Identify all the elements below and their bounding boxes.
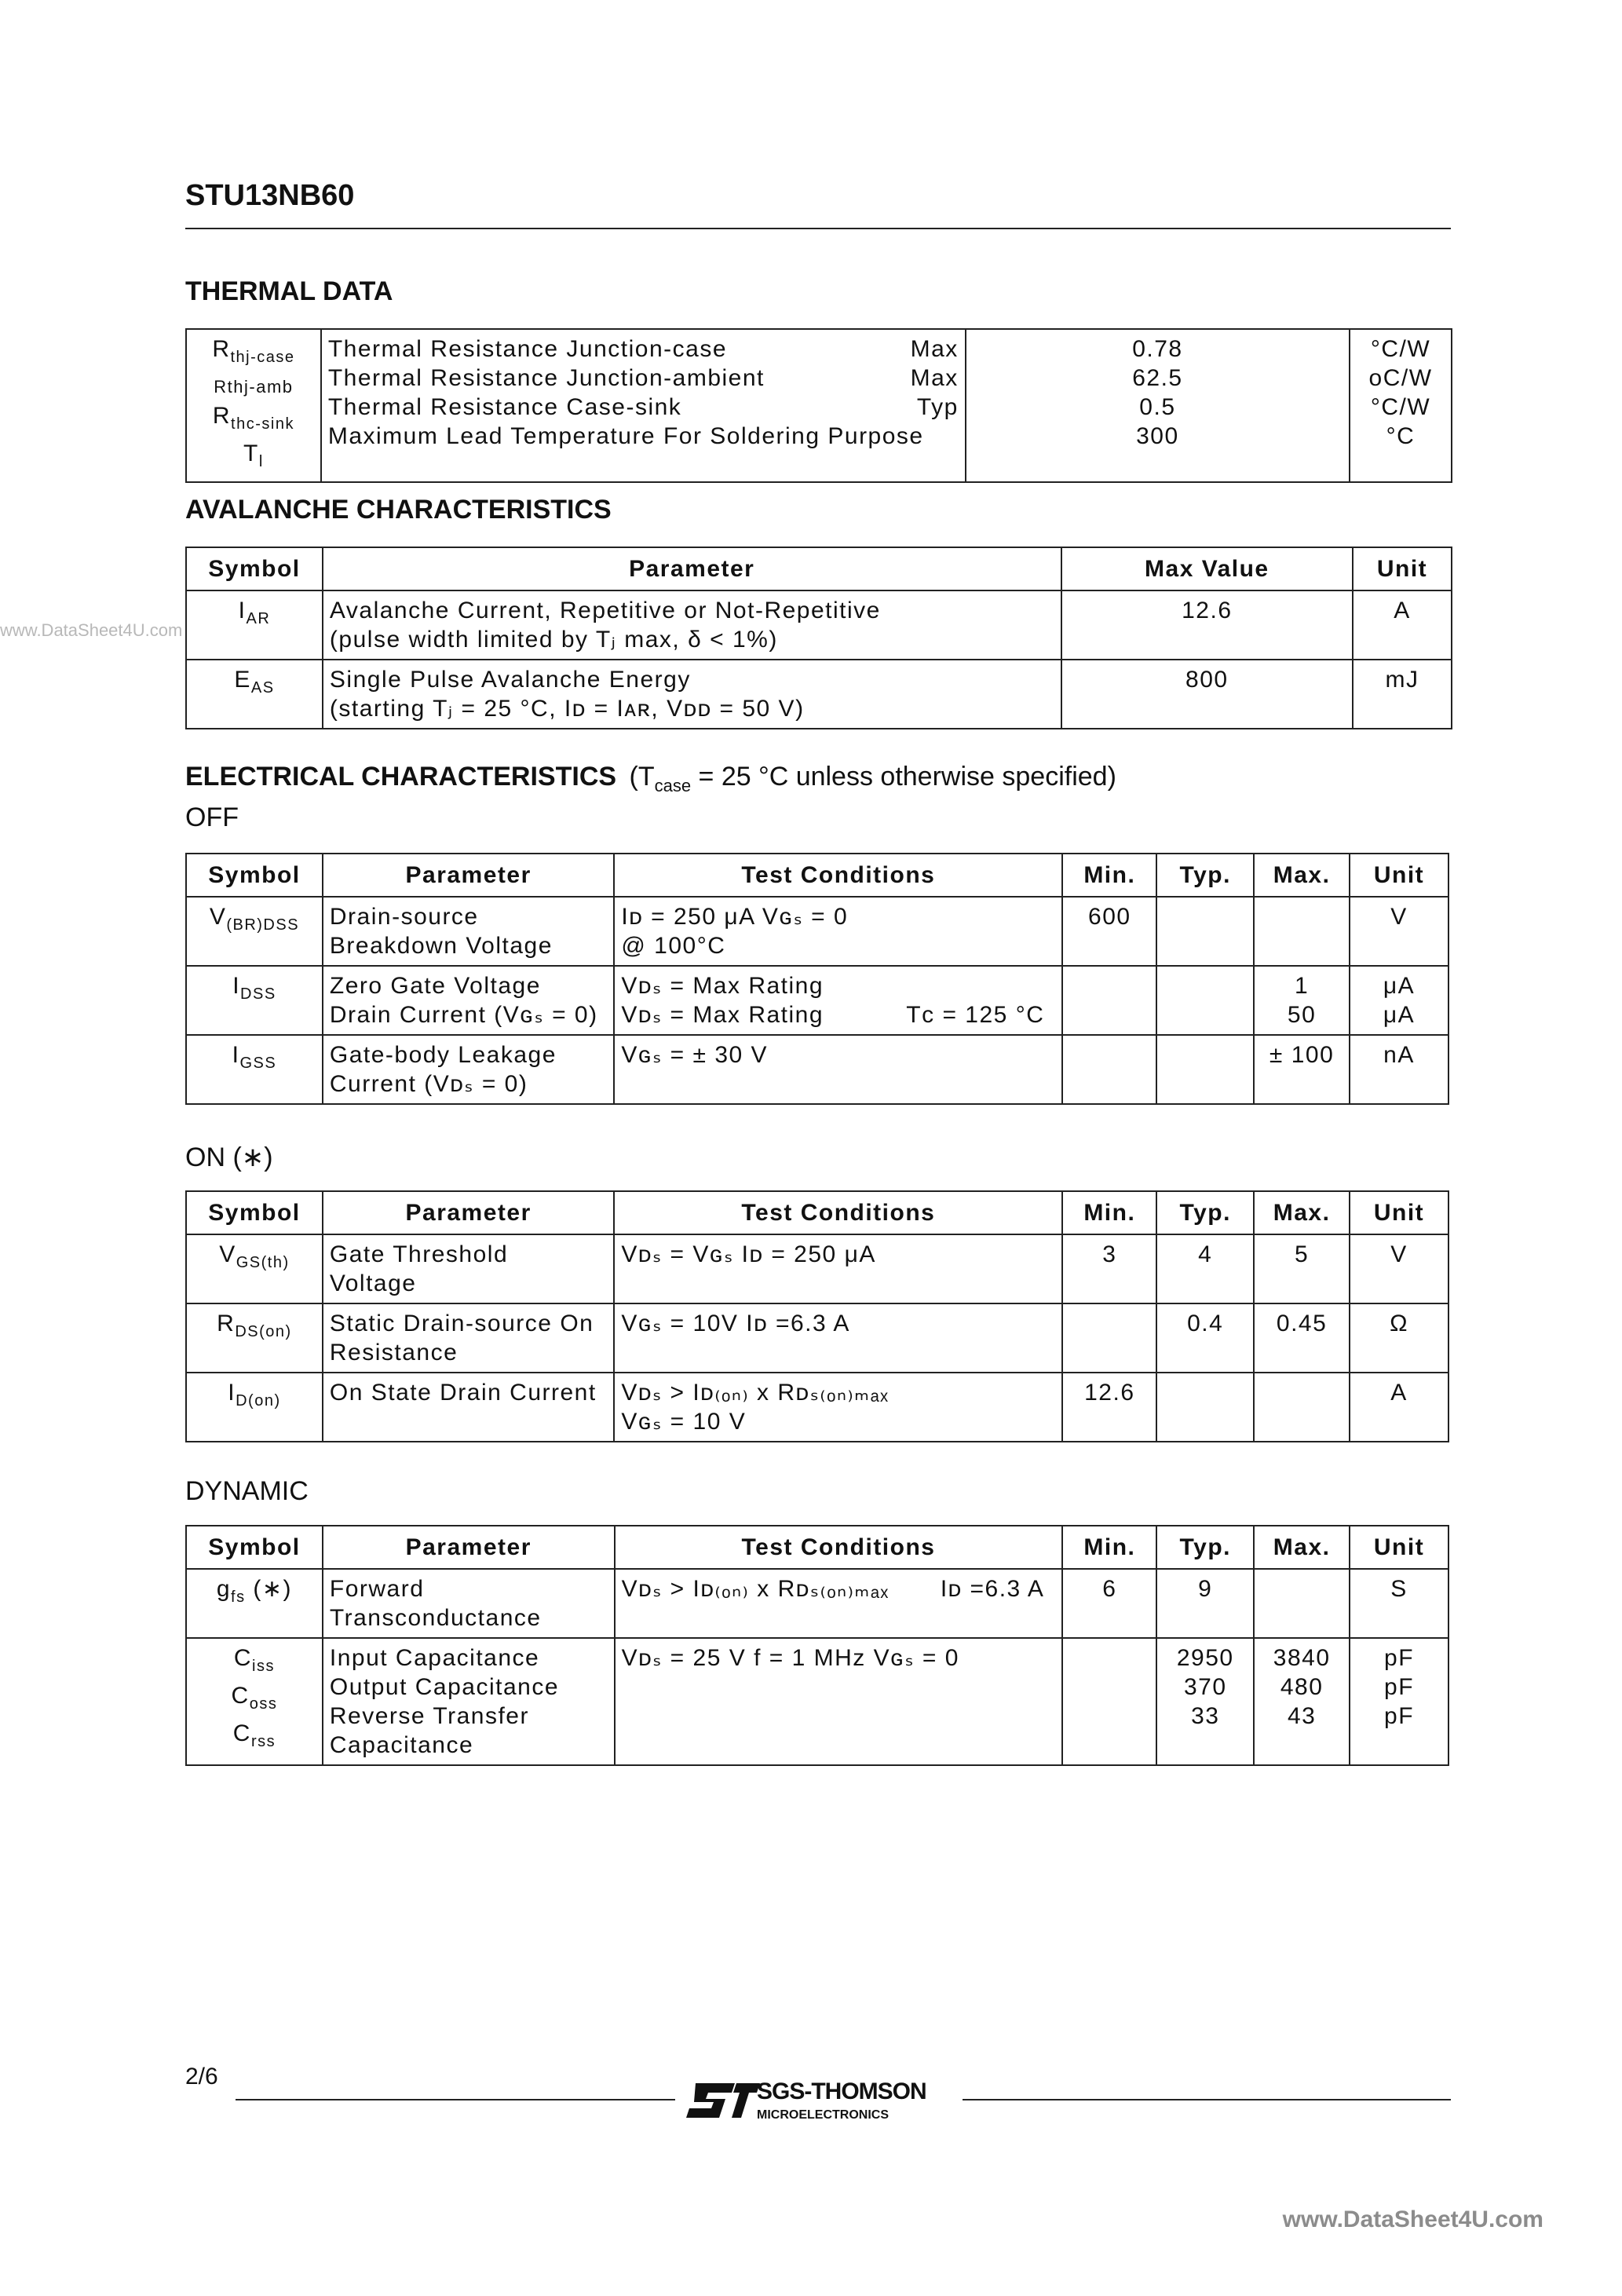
col-max-value: Max Value bbox=[1061, 547, 1353, 590]
thermal-table bbox=[185, 328, 1452, 483]
table-row: $V_{GS(th)}$ Gate Threshold Voltage Vᴅₛ = Vɢₛ Iᴅ = 250 μA 3 4 5 V bbox=[186, 1234, 1448, 1303]
table-row: $I_{DSS}$ Zero Gate Voltage Drain Current (Vɢₛ = 0) Vᴅₛ = Max Rating Vᴅₛ = Max Rating Tᴄ = 125 °C 1 50 μA μA bbox=[186, 966, 1448, 1035]
col-max: Max. bbox=[1254, 1526, 1350, 1569]
on-label: ON (∗) bbox=[185, 1143, 273, 1172]
col-parameter: Parameter bbox=[323, 547, 1061, 590]
off-header-row bbox=[186, 854, 1448, 897]
col-unit: Unit bbox=[1350, 1526, 1448, 1569]
col-symbol: Symbol bbox=[186, 854, 323, 897]
col-max: Max. bbox=[1254, 854, 1350, 897]
part-number: STU13NB60 bbox=[185, 179, 355, 212]
on-table bbox=[185, 1190, 1449, 1442]
table-row: $I_{GSS}$ Gate-body Leakage Current (Vᴅₛ = 0) Vɢₛ = ± 30 V ± 100 nA bbox=[186, 1035, 1448, 1104]
electrical-heading: ELECTRICAL CHARACTERISTICS ($T_{case} = 25$ °C unless otherwise specified) bbox=[185, 762, 1116, 795]
col-unit: Unit bbox=[1350, 1191, 1448, 1234]
col-parameter: Parameter bbox=[323, 854, 615, 897]
header-rule bbox=[185, 228, 1451, 229]
avalanche-header-row bbox=[186, 547, 1452, 590]
col-symbol: Symbol bbox=[186, 1526, 323, 1569]
table-row: $I_{D(on)}$ On State Drain Current Vᴅₛ > Iᴅ₍ₒₙ₎ x Rᴅₛ₍ₒₙ₎ₘₐₓ Vɢₛ = 10 V 12.6 A bbox=[186, 1373, 1448, 1442]
thermal-params: Thermal Resistance Junction-case Max Thermal Resistance Junction-ambient Max Thermal Resistance Case-sink Typ Maximum Lead Temperature For Soldering Purpose bbox=[321, 329, 966, 482]
col-max: Max. bbox=[1254, 1191, 1350, 1234]
table-row: $g_{fs}$ (∗) Forward Transconductance Vᴅₛ > Iᴅ₍ₒₙ₎ x Rᴅₛ₍ₒₙ₎ₘₐₓ Iᴅ =6.3 A 6 9 S bbox=[186, 1569, 1448, 1638]
col-test-conditions: Test Conditions bbox=[615, 1526, 1063, 1569]
col-typ: Typ. bbox=[1156, 1191, 1254, 1234]
st-logo bbox=[685, 2077, 952, 2124]
dynamic-header-row bbox=[186, 1526, 1448, 1569]
col-parameter: Parameter bbox=[323, 1191, 615, 1234]
thermal-symbols: $R_{thj-case}$ Rthj-amb $R_{thc-sink}$ $T_l$ bbox=[186, 329, 321, 482]
col-unit: Unit bbox=[1353, 547, 1452, 590]
col-test-conditions: Test Conditions bbox=[614, 854, 1062, 897]
col-min: Min. bbox=[1062, 1191, 1156, 1234]
col-unit: Unit bbox=[1350, 854, 1448, 897]
watermark-right: www.DataSheet4U.com bbox=[1282, 2206, 1543, 2232]
table-row: $E_{AS}$ Single Pulse Avalanche Energy (starting Tⱼ = 25 °C, Iᴅ = Iᴀʀ, Vᴅᴅ = 50 V) 800 mJ bbox=[186, 660, 1452, 729]
thermal-title: THERMAL DATA bbox=[185, 276, 393, 306]
table-row: $R_{DS(on)}$ Static Drain-source On Resistance Vɢₛ = 10V Iᴅ =6.3 A 0.4 0.45 Ω bbox=[186, 1303, 1448, 1373]
col-parameter: Parameter bbox=[323, 1526, 615, 1569]
st-logo-icon bbox=[685, 2077, 763, 2124]
page-number: 2/6 bbox=[185, 2064, 218, 2089]
on-header-row bbox=[186, 1191, 1448, 1234]
brand-subtitle: MICROELECTRONICS bbox=[757, 2108, 889, 2122]
col-typ: Typ. bbox=[1156, 854, 1254, 897]
dynamic-table bbox=[185, 1525, 1449, 1766]
off-table bbox=[185, 853, 1449, 1105]
thermal-rows bbox=[186, 329, 1452, 482]
table-row: $V_{(BR)DSS}$ Drain-source Breakdown Voltage Iᴅ = 250 μA Vɢₛ = 0 @ 100°C 600 V bbox=[186, 897, 1448, 966]
off-label: OFF bbox=[185, 803, 239, 832]
table-row: $I_{AR}$ Avalanche Current, Repetitive or Not-Repetitive (pulse width limited by Tⱼ max, δ < 1%) 12.6 A bbox=[186, 590, 1452, 660]
avalanche-table bbox=[185, 547, 1452, 729]
dynamic-label: DYNAMIC bbox=[185, 1476, 309, 1506]
table-row: $C_{iss}$ $C_{oss}$ $C_{rss}$ Input Capacitance Output Capacitance Reverse Transfer Capacitance Vᴅₛ = 25 V f = 1 MHz Vɢₛ = 0 2950 370 33 3840 480 43 pF pF pF bbox=[186, 1638, 1448, 1765]
thermal-units: °C/W oC/W °C/W °C bbox=[1350, 329, 1452, 482]
footer-rule-right bbox=[963, 2099, 1451, 2100]
col-symbol: Symbol bbox=[186, 547, 323, 590]
col-symbol: Symbol bbox=[186, 1191, 323, 1234]
brand-name: SGS-THOMSON bbox=[757, 2078, 926, 2104]
watermark-left: www.DataSheet4U.com bbox=[0, 620, 183, 640]
avalanche-title: AVALANCHE CHARACTERISTICS bbox=[185, 495, 612, 525]
footer-rule-left bbox=[236, 2099, 675, 2100]
col-min: Min. bbox=[1062, 854, 1156, 897]
col-min: Min. bbox=[1062, 1526, 1156, 1569]
thermal-values: 0.78 62.5 0.5 300 bbox=[966, 329, 1350, 482]
col-test-conditions: Test Conditions bbox=[614, 1191, 1062, 1234]
col-typ: Typ. bbox=[1156, 1526, 1254, 1569]
